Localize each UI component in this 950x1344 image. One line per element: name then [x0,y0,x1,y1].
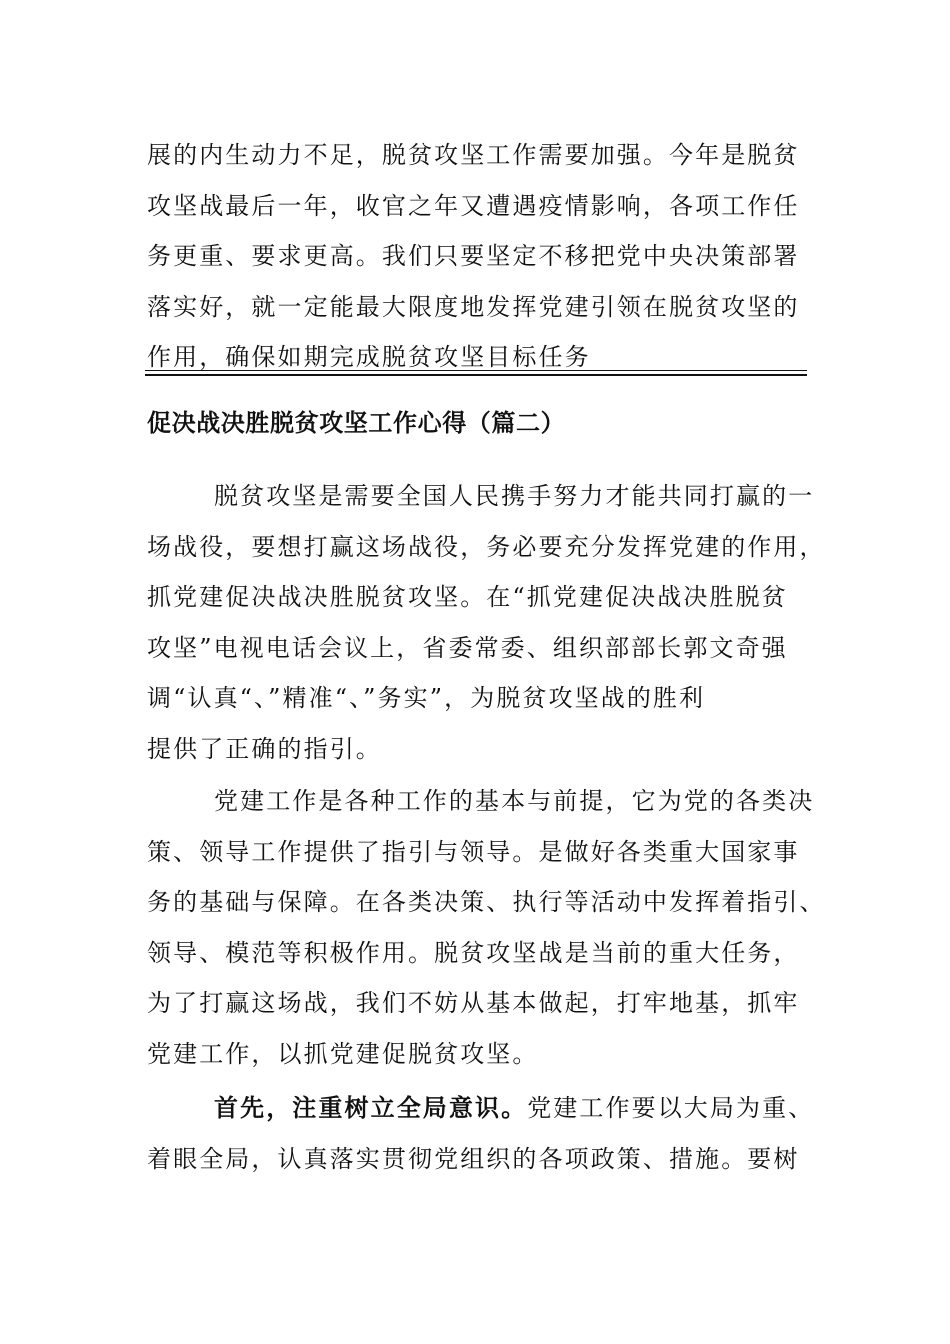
paragraph-1 [147,471,826,774]
text-line: 抓党建促决战决胜脱贫攻坚。在“抓党建促决战决胜脱贫 [147,583,788,611]
text-line: 提供了正确的指引。 [147,734,382,763]
text-line: 策、领导工作提供了指引与领导。是做好各类重大国家事 [147,837,800,866]
text-line: 为了打赢这场战，我们不妨从基本做起，打牢地基，抓牢 [147,989,800,1017]
section-divider-thick [145,374,807,376]
text-line: 脱贫攻坚是需要全国人民携手努力才能共同打赢的一 [214,482,815,510]
emphasis-lead: 首先，注重树立全局意识。 [214,1093,528,1122]
text-line: 党建工作，以抓党建促脱贫攻坚。 [147,1039,539,1068]
text-line: 党建工作是各种工作的基本与前提，它为党的各类决 [214,787,815,815]
section-title: 促决战决胜脱贫攻坚工作心得（篇二） [147,409,566,437]
section-divider-thin [145,370,807,371]
paragraph-2 [147,776,826,1079]
text-line: 着眼全局，认真落实贯彻党组织的各项政策、措施。要树 [147,1144,800,1173]
text-line: 领导、模范等积极作用。脱贫攻坚战是当前的重大任务， [147,938,800,967]
text-line: 务更重、要求更高。我们只要坚定不移把党中央决策部署 [147,242,800,270]
text-run: 党建工作要以大局为重、 [527,1094,815,1122]
text-line: 攻坚”电视电话会议上，省委常委、组织部部长郭文奇强 [147,633,788,662]
text-line [147,1083,815,1134]
paragraph-3 [147,1083,815,1184]
text-line: 作用，确保如期完成脱贫攻坚目标任务 [147,343,591,371]
text-line: 落实好，就一定能最大限度地发挥党建引领在脱贫攻坚的 [147,292,800,321]
text-line: 调“认真“、”精准“、”务实”，为脱贫攻坚战的胜利 [147,684,706,712]
text-line: 展的内生动力不足，脱贫攻坚工作需要加强。今年是脱贫 [147,141,800,169]
continued-paragraph [147,130,807,383]
text-line: 攻坚战最后一年，收官之年又遭遇疫情影响，各项工作任 [147,191,800,220]
text-line: 场战役，要想打赢这场战役，务必要充分发挥党建的作用， [147,532,826,561]
text-line: 务的基础与保障。在各类决策、执行等活动中发挥着指引、 [147,888,826,916]
